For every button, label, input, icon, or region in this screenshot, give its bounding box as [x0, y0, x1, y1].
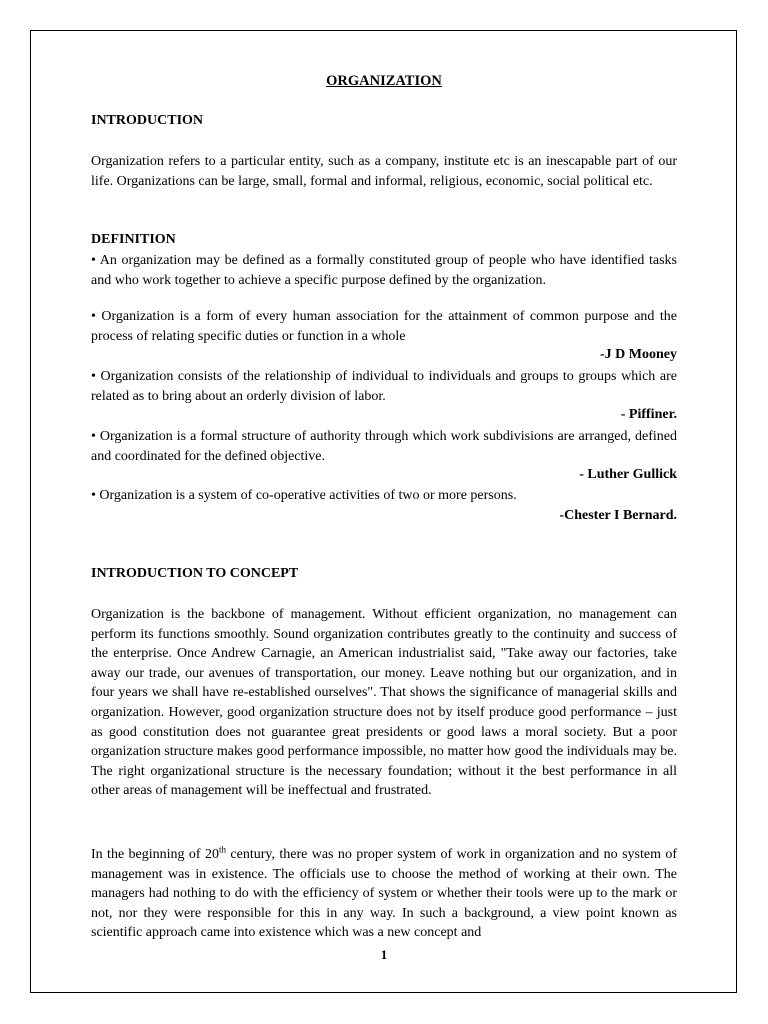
definition-item: • Organization is a form of every human association for the attainment of common purpose and the process of relating specific duties or function in a whole — [91, 309, 677, 344]
definition-item: • Organization consists of the relationship of individual to individuals and groups to groups which are related as to bring about an orderly division of labor. — [91, 369, 677, 404]
definition-attribution: -J D Mooney — [600, 347, 677, 362]
definition-attribution: - Luther Gullick — [579, 467, 677, 482]
definition-item: • Organization is a system of co-operative activities of two or more persons. — [91, 488, 517, 503]
introduction-paragraph: Organization refers to a particular entity, such as a company, institute etc is an inescapable part of our life. Organizations can be large, small, formal and informal, religious, economic, social political etc. — [91, 154, 677, 189]
introduction-heading: INTRODUCTION — [91, 113, 204, 128]
concept-paragraph-text: century, there was no proper system of work in organization and no system of management was in existence. The officials use to choose the method of working at their own. The managers had nothing to do with the efficiency of system or whether their tools were up to the mark or not, nor they were responsible for this in any way. In such a background, a view point known as scientific approach came into existence which was a new concept and — [91, 847, 678, 941]
concept-heading: INTRODUCTION TO CONCEPT — [91, 566, 299, 581]
concept-paragraph — [91, 845, 677, 943]
concept-paragraph-text: In the beginning of 20 — [91, 847, 219, 862]
definition-heading: DEFINITION — [91, 232, 176, 247]
document-page — [30, 30, 737, 993]
concept-paragraph: Organization is the backbone of management. Without efficient organization, no management can perform its functions smoothly. Sound organization contributes greatly to the continuity and success of the enterprise. Once Andrew Carnagie, an American industrialist said, "Take away our factories, take away our trade, our avenues of transportation, our money. Leave nothing but our organization, and in four years we shall have re-established ourselves". That shows the significance of managerial skills and organization. However, good organization structure does not by itself produce good performance – just as good constitution does not guarantee great presidents or good laws a moral society. But a poor organization structure makes good performance impossible, no matter how good the individuals may be. The right organizational structure is the necessary foundation; without it the best performance in all other areas of management will be ineffectual and frustrated. — [91, 607, 677, 799]
page-number: 1 — [380, 947, 388, 962]
definition-item: • An organization may be defined as a formally constituted group of people who have identified tasks and who work together to achieve a specific purpose defined by the organization. — [91, 253, 677, 288]
definition-item: • Organization is a formal structure of authority through which work subdivisions are arranged, defined and coordinated for the defined objective. — [91, 429, 677, 464]
definition-attribution: - Piffiner. — [620, 407, 677, 422]
document-title: ORGANIZATION — [326, 73, 442, 89]
superscript: th — [218, 844, 226, 855]
definition-attribution: -Chester I Bernard. — [559, 508, 677, 523]
